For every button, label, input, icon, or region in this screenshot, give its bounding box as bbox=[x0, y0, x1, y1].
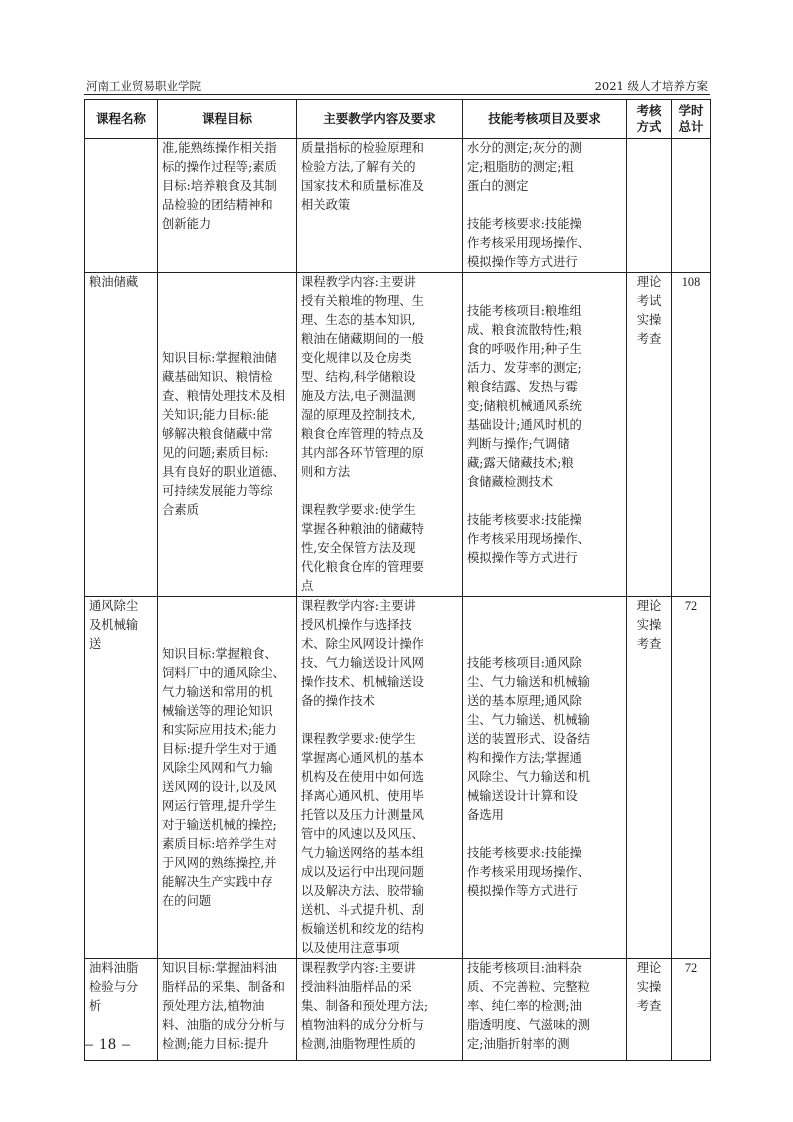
teaching-content-cell bbox=[297, 597, 463, 959]
assessment-method: 理论 考试 实操 考查 bbox=[636, 275, 662, 346]
total-hours: 72 bbox=[684, 599, 698, 613]
teaching-content: 质量指标的检验原理和 检验方法,了解有关的 国家技术和质量标准及 相关政策 bbox=[301, 141, 424, 212]
table-row bbox=[85, 139, 711, 273]
header-document-title: 2021 级人才培养方案 bbox=[594, 79, 708, 93]
teaching-content-cell bbox=[297, 959, 463, 1061]
teaching-requirements: 课程教学要求:使学生 掌握离心通风机的基本 机构及在使用中如何选 择离心通风机、使用毕 托管以及压力计测量风 管中的风速以及风压、 气力输送网络的基本组 成以及运行中出现问题 以及解决方法、胶带输 送机、斗式提升机、刮 板输送机和绞龙的结构 以及使用注意事项 bbox=[301, 732, 424, 955]
skill-assessment-cell bbox=[463, 139, 627, 273]
teaching-content-cell bbox=[297, 273, 463, 597]
skill-items: 技能考核项目:油料杂 质、不完善粒、完整粒 率、纯仁率的检测;油 脂透明度、气滋味的测 定;油脂折射率的测 bbox=[467, 961, 590, 1051]
course-goal: 知识目标:掌握粮油储 藏基础知识、粮情检 查、粮情处理技术及相 关知识;能力目标:能 够解决粮食储藏中常 见的问题;素质目标: 具有良好的职业道德、 可持续发展能力等综 合素质 bbox=[162, 351, 285, 517]
col-header-method-line1: 考核 bbox=[636, 103, 662, 118]
page-number: – 18 – bbox=[85, 1036, 131, 1053]
total-hours-cell bbox=[672, 597, 711, 959]
assessment-method: 理论 实操 考查 bbox=[636, 961, 662, 1013]
curriculum-table bbox=[84, 99, 711, 1061]
teaching-content: 课程教学内容:主要讲 授有关粮堆的物理、生 理、生态的基本知识, 粮油在储藏期间的一般 变化规律以及仓房类 型、结构,科学储粮设 施及方法,电子测温测 湿的原理及控制技术, 粮食仓库管理的特点及 其内部各环节管理的原 则和方法 bbox=[301, 275, 424, 479]
course-name-cell bbox=[85, 273, 158, 597]
col-header-course-name: 课程名称 bbox=[85, 100, 158, 139]
col-header-teaching-content: 主要教学内容及要求 bbox=[297, 100, 463, 139]
header-divider bbox=[84, 94, 710, 95]
col-header-assessment-method bbox=[627, 100, 672, 139]
teaching-content-cell bbox=[297, 139, 463, 273]
assessment-method-cell bbox=[627, 139, 672, 273]
assessment-method: 理论 实操 考查 bbox=[636, 599, 662, 651]
assessment-method-cell bbox=[627, 273, 672, 597]
teaching-requirements: 课程教学要求:使学生 掌握各种粮油的储藏特 性,安全保管方法及现 代化粮食仓库的管理要 点 bbox=[301, 503, 424, 593]
skill-items: 技能考核项目:通风除 尘、气力输送和机械输 送的基本原理;通风除 尘、气力输送、机械输 送的装置形式、设备结 构和操作方法;掌握通 风除尘、气力输送和机 械输送设计计算和设 备选用 bbox=[467, 656, 590, 822]
table-row bbox=[85, 959, 711, 1061]
table-row bbox=[85, 273, 711, 597]
skill-assessment-cell bbox=[463, 273, 627, 597]
course-goal: 准,能熟练操作相关指 标的操作过程等;素质 目标:培养粮食及其制 品检验的团结精神和 创新能力 bbox=[162, 141, 277, 231]
skill-assessment-cell bbox=[463, 959, 627, 1061]
skill-items: 技能考核项目:粮堆组 成、粮食流散特性;粮 食的呼吸作用;种子生 活力、发芽率的测定; 粮食结露、发热与霉 变;储粮机械通风系统 基础设计;通风时机的 判断与操作;气调储 藏;露天储藏技术;粮 食储藏检测技术 bbox=[467, 303, 582, 489]
course-goal-cell bbox=[158, 273, 297, 597]
course-name-cell bbox=[85, 139, 158, 273]
course-name-cell bbox=[85, 597, 158, 959]
col-header-skill-assessment: 技能考核项目及要求 bbox=[463, 100, 627, 139]
col-header-course-goal: 课程目标 bbox=[158, 100, 297, 139]
course-goal: 知识目标:掌握粮食、 饲料厂中的通风除尘、 气力输送和常用的机 械输送等的理论知识 和实际应用技术;能力 目标:提升学生对于通 风除尘风网和气力输 送风网的设计,以及风 网运行管理,提升学生 对于输送机械的操控; 素质目标:培养学生对 于风网的熟练操控,并 能解决生产实践中存 在的问题 bbox=[162, 646, 285, 908]
assessment-method-cell bbox=[627, 597, 672, 959]
course-name: 油料油脂 检验与分 析 bbox=[89, 961, 139, 1013]
skill-items: 水分的测定;灰分的测 定;粗脂肪的测定;粗 蛋白的测定 bbox=[467, 141, 582, 193]
course-goal-cell bbox=[158, 959, 297, 1061]
page-header bbox=[86, 76, 708, 94]
skill-requirements: 技能考核要求:技能操 作考核采用现场操作、 模拟操作等方式进行 bbox=[467, 217, 590, 269]
table-header-row bbox=[85, 100, 711, 139]
teaching-content: 课程教学内容:主要讲 授油料油脂样品的采 集、制备和预处理方法; 植物油料的成分分析与 检测,油脂物理性质的 bbox=[301, 961, 429, 1051]
col-header-hours-line1: 学时 bbox=[678, 103, 704, 118]
course-goal: 知识目标:掌握油料油 脂样品的采集、制备和 预处理方法,植物油 料、油脂的成分分析与 检测;能力目标:提升 bbox=[162, 961, 285, 1051]
col-header-total-hours bbox=[672, 100, 711, 139]
skill-assessment-cell bbox=[463, 597, 627, 959]
total-hours-cell bbox=[672, 959, 711, 1061]
teaching-content: 课程教学内容:主要讲 授风机操作与选择技 术、除尘风网设计操作 技、气力输送设计风网 操作技术、机械输送设 备的操作技术 bbox=[301, 599, 424, 708]
total-hours: 108 bbox=[681, 275, 701, 289]
col-header-hours-line2: 总计 bbox=[678, 119, 704, 134]
course-goal-cell bbox=[158, 597, 297, 959]
col-header-method-line2: 方式 bbox=[636, 119, 662, 134]
course-goal-cell bbox=[158, 139, 297, 273]
course-name: 通风除尘 及机械输 送 bbox=[89, 599, 139, 651]
table-row bbox=[85, 597, 711, 959]
course-name: 粮油储藏 bbox=[89, 275, 139, 289]
header-school-name: 河南工业贸易职业学院 bbox=[86, 79, 201, 93]
skill-requirements: 技能考核要求:技能操 作考核采用现场操作、 模拟操作等方式进行 bbox=[467, 846, 590, 898]
total-hours: 72 bbox=[684, 961, 698, 975]
total-hours-cell bbox=[672, 139, 711, 273]
skill-requirements: 技能考核要求:技能操 作考核采用现场操作、 模拟操作等方式进行 bbox=[467, 512, 590, 565]
assessment-method-cell bbox=[627, 959, 672, 1061]
total-hours-cell bbox=[672, 273, 711, 597]
